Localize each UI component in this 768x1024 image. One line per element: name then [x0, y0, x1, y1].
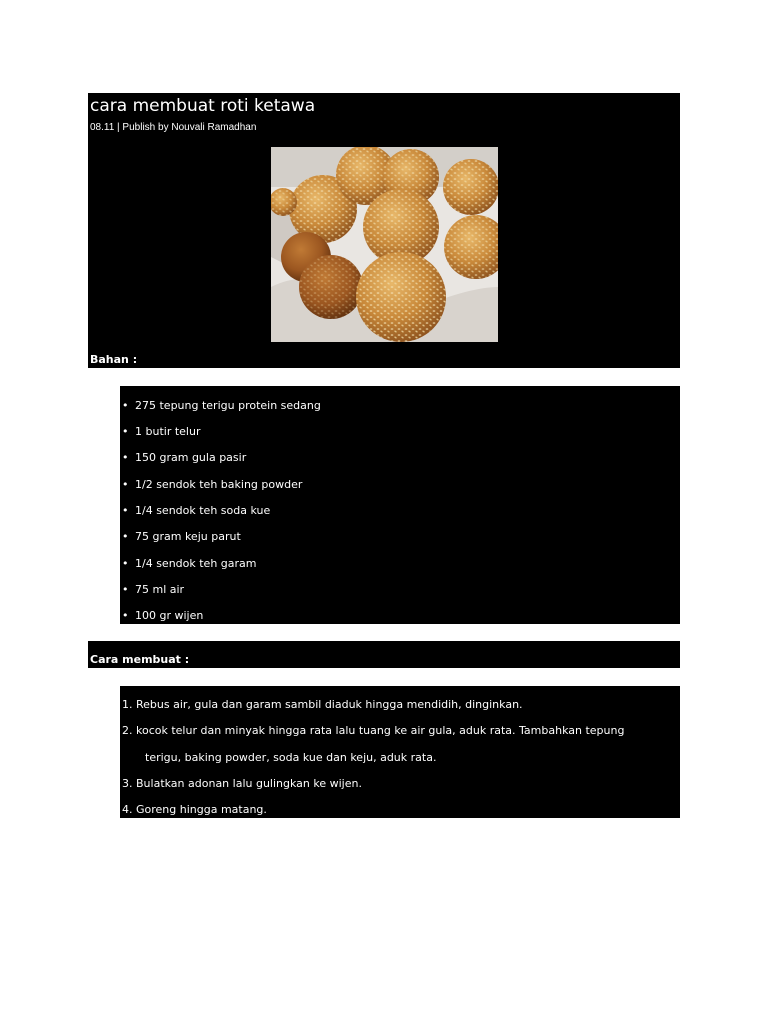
cara-heading: Cara membuat :	[90, 653, 190, 666]
ingredient-text: 1 butir telur	[135, 425, 201, 438]
step-text: Bulatkan adonan lalu gulingkan ke wijen.	[136, 777, 362, 790]
ingredient-text: 100 gr wijen	[135, 609, 204, 622]
step-item	[122, 776, 362, 792]
step-number: 4.	[122, 803, 133, 816]
ingredient-text: 275 tepung terigu protein sedang	[135, 399, 321, 412]
step-item	[122, 723, 624, 739]
step-number: 2.	[122, 724, 133, 737]
bullet-icon: •	[122, 399, 129, 412]
ingredients-panel	[120, 386, 680, 624]
step-number: 1.	[122, 698, 133, 711]
ingredient-text: 1/4 sendok teh soda kue	[135, 504, 271, 517]
bahan-heading: Bahan :	[90, 353, 138, 366]
ingredient-text: 150 gram gula pasir	[135, 451, 247, 464]
ingredient-text: 75 gram keju parut	[135, 530, 241, 543]
step-item	[122, 697, 523, 713]
roti-ketawa-photo	[271, 147, 498, 342]
ingredient-item	[122, 477, 302, 493]
step-text: Goreng hingga matang.	[136, 803, 267, 816]
bullet-icon: •	[122, 530, 129, 543]
ingredient-item	[122, 582, 184, 598]
bullet-icon: •	[122, 557, 129, 570]
bullet-icon: •	[122, 478, 129, 491]
ingredient-text: 1/2 sendok teh baking powder	[135, 478, 303, 491]
post-title[interactable]: cara membuat roti ketawa	[90, 96, 316, 116]
step-text: kocok telur dan minyak hingga rata lalu tuang ke air gula, aduk rata. Tambahkan tepung	[136, 724, 625, 737]
ingredient-item	[122, 529, 241, 545]
cara-heading-panel	[88, 641, 680, 668]
step-number: 3.	[122, 777, 133, 790]
step-text-continuation: terigu, baking powder, soda kue dan keju, aduk rata.	[145, 751, 437, 764]
ingredient-text: 75 ml air	[135, 583, 185, 596]
ingredient-text: 1/4 sendok teh garam	[135, 557, 257, 570]
bullet-icon: •	[122, 451, 129, 464]
ingredient-item	[122, 503, 270, 519]
steps-panel	[120, 686, 680, 818]
post-header-panel	[88, 93, 680, 368]
bullet-icon: •	[122, 583, 129, 596]
step-item	[122, 802, 267, 818]
bullet-icon: •	[122, 609, 129, 622]
bullet-icon: •	[122, 425, 129, 438]
ingredient-item	[122, 556, 257, 572]
ingredient-item	[122, 450, 246, 466]
post-meta: 08.11 | Publish by Nouvali Ramadhan	[90, 122, 257, 133]
ingredient-item	[122, 608, 203, 624]
bullet-icon: •	[122, 504, 129, 517]
step-text: Rebus air, gula dan garam sambil diaduk hingga mendidih, dinginkan.	[136, 698, 523, 711]
ingredient-item	[122, 424, 200, 440]
ingredient-item	[122, 398, 321, 414]
